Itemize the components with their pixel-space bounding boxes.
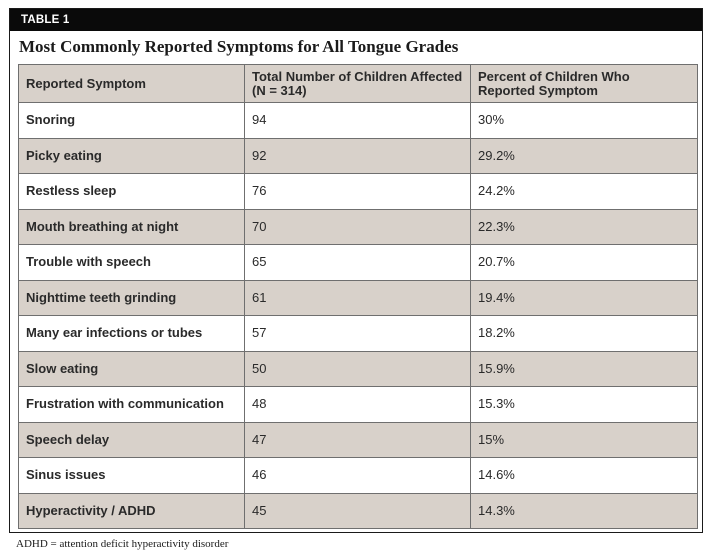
column-header-percent: Percent of Children Who Reported Symptom: [471, 65, 698, 103]
column-header-count: Total Number of Children Affected (N = 314): [245, 65, 471, 103]
header-row: [19, 65, 698, 103]
table-row: [19, 280, 698, 316]
symptom-cell: Frustration with communication: [19, 387, 245, 423]
percent-cell: 24.2%: [471, 174, 698, 210]
percent-cell: 22.3%: [471, 209, 698, 245]
table-frame: [9, 8, 703, 533]
table-row: [19, 174, 698, 210]
percent-cell: 15%: [471, 422, 698, 458]
table-row: [19, 493, 698, 529]
symptom-cell: Slow eating: [19, 351, 245, 387]
table-row: [19, 209, 698, 245]
table-row: [19, 316, 698, 352]
percent-cell: 15.3%: [471, 387, 698, 423]
percent-cell: 19.4%: [471, 280, 698, 316]
table-row: [19, 387, 698, 423]
symptom-cell: Hyperactivity / ADHD: [19, 493, 245, 529]
percent-cell: 29.2%: [471, 138, 698, 174]
table-row: [19, 138, 698, 174]
symptom-cell: Snoring: [19, 103, 245, 139]
count-cell: 46: [245, 458, 471, 494]
count-cell: 76: [245, 174, 471, 210]
symptom-cell: Speech delay: [19, 422, 245, 458]
count-cell: 94: [245, 103, 471, 139]
symptoms-table: [18, 64, 698, 529]
percent-cell: 20.7%: [471, 245, 698, 281]
column-header-symptom: Reported Symptom: [19, 65, 245, 103]
table-title: Most Commonly Reported Symptoms for All Tongue Grades: [19, 37, 459, 56]
count-cell: 45: [245, 493, 471, 529]
percent-cell: 14.6%: [471, 458, 698, 494]
percent-cell: 15.9%: [471, 351, 698, 387]
count-cell: 92: [245, 138, 471, 174]
table-label: TABLE 1: [10, 9, 702, 31]
symptom-cell: Sinus issues: [19, 458, 245, 494]
table-row: [19, 458, 698, 494]
count-cell: 47: [245, 422, 471, 458]
count-cell: 61: [245, 280, 471, 316]
symptom-cell: Nighttime teeth grinding: [19, 280, 245, 316]
count-cell: 57: [245, 316, 471, 352]
count-cell: 50: [245, 351, 471, 387]
count-cell: 48: [245, 387, 471, 423]
table-row: [19, 103, 698, 139]
percent-cell: 14.3%: [471, 493, 698, 529]
count-cell: 65: [245, 245, 471, 281]
symptom-cell: Picky eating: [19, 138, 245, 174]
symptom-cell: Mouth breathing at night: [19, 209, 245, 245]
percent-cell: 18.2%: [471, 316, 698, 352]
symptom-cell: Restless sleep: [19, 174, 245, 210]
count-cell: 70: [245, 209, 471, 245]
table-row: [19, 422, 698, 458]
table-row: [19, 351, 698, 387]
symptom-cell: Many ear infections or tubes: [19, 316, 245, 352]
table-row: [19, 245, 698, 281]
percent-cell: 30%: [471, 103, 698, 139]
symptom-cell: Trouble with speech: [19, 245, 245, 281]
footnote: ADHD = attention deficit hyperactivity disorder: [16, 538, 229, 550]
